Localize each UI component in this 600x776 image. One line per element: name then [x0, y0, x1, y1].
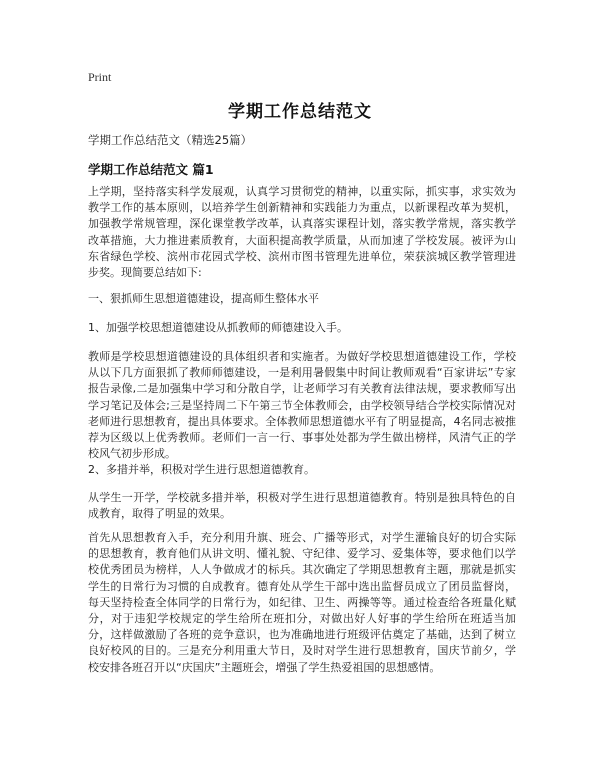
section-heading: 学期工作总结范文 篇1	[88, 162, 214, 177]
paragraph-teacher-ethics: 教师是学校思想道德建设的具体组织者和实施者。为做好学校思想道德建设工作，学校从以下几方面狠抓了教师师德建设，一是利用暑假集中时间让教师观看“百家讲坛”专家报告录像,二是加强集中学习和分散自学，让老师学习有关教育法律法规，要求教师写出学习笔记及体会;三是坚持周二下午第三节全体教师会，由学校领导结合学校实际情况对老师进行思想教育，提出具体要求。全体教师思想道德水平有了明显提高，4名同志被推荐为区级以上优秀教师。老师们一言一行、事事处处都为学生做出榜样，风清气正的学校风气初步形成。	[88, 350, 517, 461]
paragraph-student-education: 从学生一开学，学校就多措并举，积极对学生进行思想道德教育。特别是独具特色的自成教育，取得了明显的效果。	[88, 491, 516, 521]
print-label: Print	[88, 70, 112, 84]
document-title: 学期工作总结范文	[228, 102, 372, 122]
paragraph-moral-education-details: 首先从思想教育入手，充分利用升旗、班会、广播等形式，对学生灌输良好的切合实际的思想教育，教育他们从讲文明、懂礼貌、守纪律、爱学习、爱集体等，要求他们以学校优秀团员为榜样，人人争做成才的标兵。其次确定了学期思想教育主题，那就是抓实学生的日常行为习惯的自成教育。德育处从学生干部中选出监督员成立了团员监督岗，每天坚持检查全体同学的日常行为，如纪律、卫生、两操等等。通过检查给各班量化赋分，对于违犯学校规定的学生给所在班扣分，对做出好人好事的学生给所在班适当加分，这样做激励了各班的竞争意识，也为准确地进行班级评估奠定了基础，达到了树立良好校风的目的。三是充分利用重大节日，及时对学生进行思想教育，国庆节前夕，学校安排各班召开以“庆国庆”主题班会，增强了学生热爱祖国的思想感情。	[88, 531, 516, 674]
document-subtitle: 学期工作总结范文（精选25篇）	[88, 133, 253, 147]
paragraph-intro: 上学期，坚持落实科学发展观，认真学习贯彻党的精神，以重实际，抓实事，求实效为教学工作的基本原则，以培养学生创新精神和实践能力为重点，以新课程改革为契机，加强教学常规管理，深化课堂教学改革，认真落实课程计划，落实教学常规，落实教学改革措施，大力推进素质教育，大面积提高教学质量，从而加速了学校发展。被评为山东省绿色学校、滨州市花园式学校、滨州市图书管理先进单位，荣获滨城区教学管理进步奖。现简要总结如下:	[88, 185, 516, 280]
subheading-teacher-ethics: 1、加强学校思想道德建设从抓教师的师德建设入手。	[88, 321, 348, 334]
heading-part-one: 一、狠抓师生思想道德建设，提高师生整体水平	[88, 292, 319, 305]
subheading-student-education: 2、多措并举，积极对学生进行思想道德教育。	[88, 463, 315, 476]
